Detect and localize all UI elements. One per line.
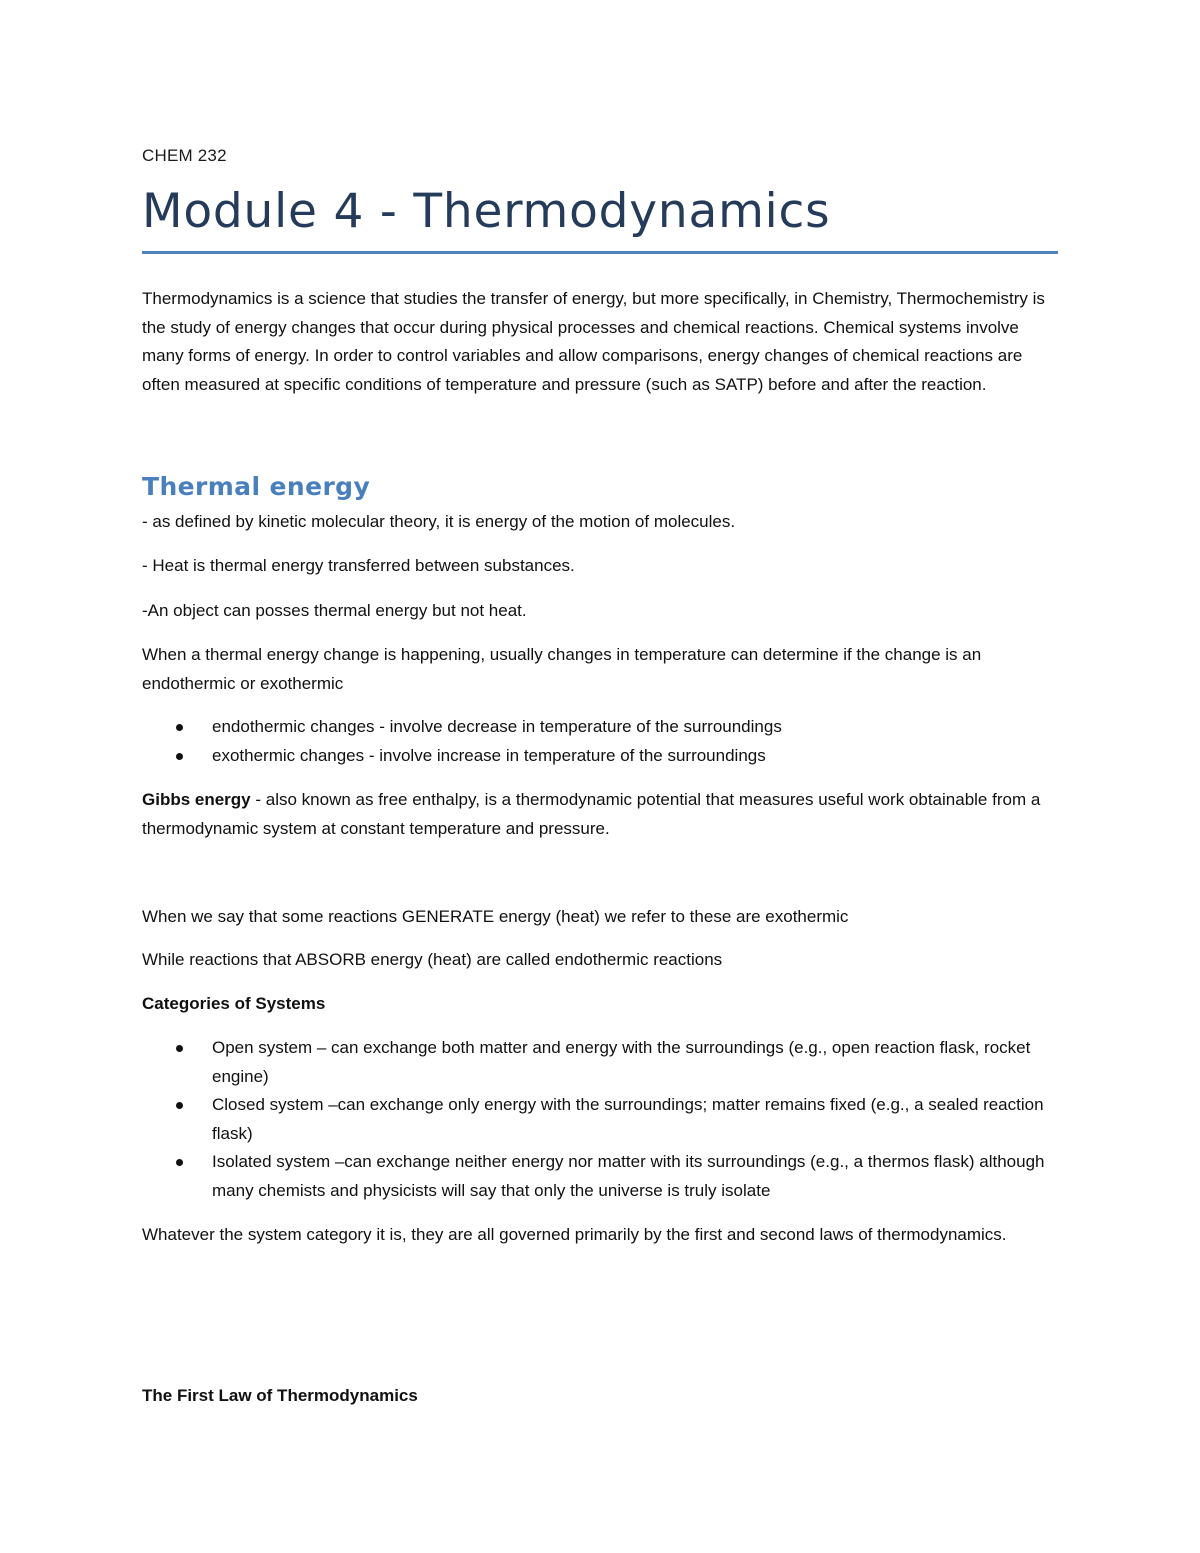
- list-item-text: exothermic changes - involve increase in temperature of the surroundings: [212, 745, 766, 765]
- bullet-icon: [176, 753, 183, 760]
- course-code: CHEM 232: [142, 146, 227, 165]
- bullet-icon: [176, 1159, 183, 1166]
- thermal-change-list: [142, 713, 1072, 770]
- heat-definition-line: - Heat is thermal energy transferred between substances.: [142, 556, 575, 575]
- list-item-text: Isolated system –can exchange neither energy nor matter with its surroundings (e.g., a thermos flask) although many chemists and physicists will say that only the universe is truly isolate: [212, 1152, 1045, 1200]
- section-heading-thermal-energy: Thermal energy: [142, 472, 371, 501]
- thermal-change-paragraph: When a thermal energy change is happening, usually changes in temperature can determine if the change is an endothermic or exothermic: [142, 645, 982, 693]
- list-item: [142, 1148, 1072, 1205]
- bullet-icon: [176, 1045, 183, 1052]
- page-title: Module 4 - Thermodynamics: [142, 184, 831, 239]
- list-item: [142, 713, 1072, 742]
- title-underline: [142, 251, 1058, 254]
- systems-summary-paragraph: Whatever the system category it is, they are all governed primarily by the first and second laws of thermodynamics.: [142, 1225, 1007, 1244]
- list-item-text: endothermic changes - involve decrease in temperature of the surroundings: [212, 717, 782, 736]
- generate-energy-line: When we say that some reactions GENERATE energy (heat) we refer to these are exothermic: [142, 907, 849, 926]
- first-law-heading: The First Law of Thermodynamics: [142, 1386, 418, 1405]
- list-item-text: Open system – can exchange both matter and energy with the surroundings (e.g., open reaction flask, rocket engine): [212, 1038, 1031, 1086]
- list-item: [142, 742, 1072, 771]
- object-heat-line: -An object can posses thermal energy but not heat.: [142, 601, 527, 620]
- gibbs-energy-term: Gibbs energy: [142, 790, 251, 809]
- list-item-text: Closed system –can exchange only energy with the surroundings; matter remains fixed (e.g., a sealed reaction flask): [212, 1095, 1044, 1143]
- thermal-definition-line: - as defined by kinetic molecular theory, it is energy of the motion of molecules.: [142, 512, 736, 531]
- bullet-icon: [176, 1102, 183, 1109]
- absorb-energy-line: While reactions that ABSORB energy (heat) are called endothermic reactions: [142, 950, 723, 969]
- systems-list: [142, 1034, 1072, 1205]
- systems-heading: Categories of Systems: [142, 994, 326, 1013]
- intro-paragraph: Thermodynamics is a science that studies the transfer of energy, but more specifically, in Chemistry, Thermochemistry is the study of energy changes that occur during physical processes and chemical reactions. Chemical systems involve many forms of energy. In order to control variables and allow comparisons, energy changes of chemical reactions are often measured at specific conditions of temperature and pressure (such as SATP) before and after the reaction.: [142, 289, 1045, 394]
- gibbs-energy-definition: - also known as free enthalpy, is a thermodynamic potential that measures useful work obtainable from a thermodynamic system at constant temperature and pressure.: [142, 790, 1041, 838]
- list-item: [142, 1091, 1072, 1148]
- list-item: [142, 1034, 1072, 1091]
- gibbs-energy-paragraph: [142, 786, 1042, 843]
- bullet-icon: [176, 724, 183, 731]
